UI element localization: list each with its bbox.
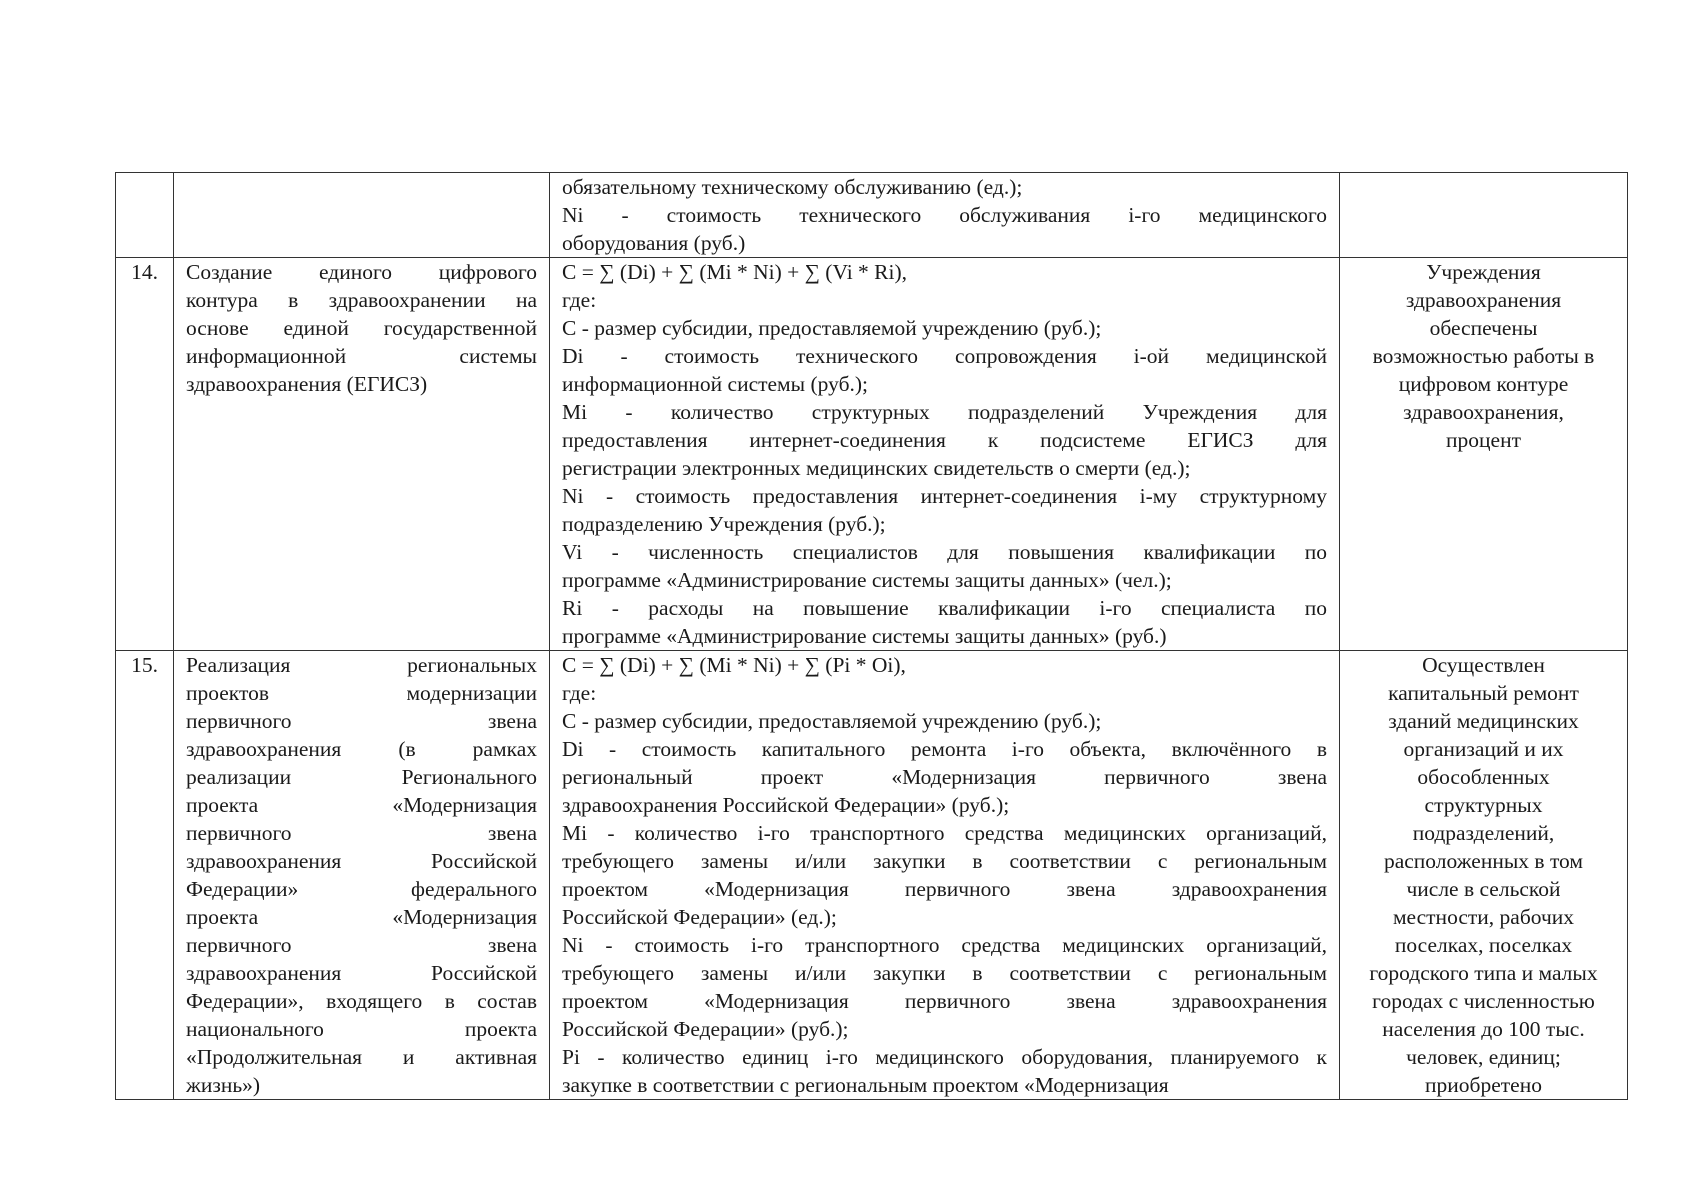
table-row [116,173,1628,258]
text-line: Pi - количество единиц i-го медицинского оборудования, планируемого к [562,1045,1327,1069]
text-line: проекта «Модернизация [186,905,537,929]
result-indicator-cell [1340,258,1628,651]
text-line: Создание единого цифрового [186,260,537,284]
text-line: где: [562,288,597,312]
formula-cell [550,258,1340,651]
text-line: первичного звена [186,709,537,733]
text-line: жизнь») [186,1073,261,1097]
text-line: числе в сельской [1406,877,1561,901]
text-line: Ni - стоимость технического обслуживания i-го медицинского [562,203,1327,227]
text-line: обязательному техническому обслуживанию (ед.); [562,175,1023,199]
text-line: здравоохранения Российской [186,849,537,873]
text-line: первичного звена [186,933,537,957]
text-line: проектом «Модернизация первичного звена здравоохранения [562,989,1327,1013]
text-line: региональный проект «Модернизация первичного звена [562,765,1327,789]
formula-paragraph [562,707,1327,735]
text-line: поселках, поселках [1394,933,1573,957]
formula-paragraph [562,201,1327,257]
text-line: проекта «Модернизация [186,793,537,817]
formula-paragraph [562,286,1327,314]
result-indicator-cell [1340,651,1628,1100]
formula-paragraph [562,679,1327,707]
text-line: городского типа и малых [1369,961,1598,985]
formula-paragraph [562,173,1327,201]
text-line: Учреждения [1426,260,1541,284]
text-line: где: [562,681,597,705]
text-line: Реализация региональных [186,653,537,677]
text-line: Di - стоимость технического сопровождения i-ой медицинской [562,344,1327,368]
text-line: Федерации» федерального [186,877,537,901]
text-line: приобретено [1425,1073,1542,1097]
formula-paragraph [562,398,1327,482]
text-line: цифровом контуре [1398,372,1569,396]
text-line: требующего замены и/или закупки в соответствии с региональным [562,961,1327,985]
text-line: требующего замены и/или закупки в соответствии с региональным [562,849,1327,873]
formula-paragraph [562,594,1327,650]
table-row [116,258,1628,651]
text-line: контура в здравоохранении на [186,288,537,312]
text-line: национального проекта [186,1017,537,1041]
text-line: процент [1446,428,1521,452]
text-line: Ri - расходы на повышение квалификации i-го специалиста по [562,596,1327,620]
row-number: 15. [116,651,174,1100]
text-line: Российской Федерации» (руб.); [562,1017,849,1041]
text-line: Di - стоимость капитального ремонта i-го объекта, включённого в [562,737,1327,761]
text-line: зданий медицинских [1388,709,1579,733]
text-line: реализации Регионального [186,765,537,789]
event-name-cell [174,651,550,1100]
formula-paragraph [562,342,1327,398]
text-line: Ni - стоимость i-го транспортного средства медицинских организаций, [562,933,1327,957]
text-line: оборудования (руб.) [562,231,746,255]
text-line: обеспечены [1429,316,1538,340]
text-line: программе «Администрирование системы защиты данных» (чел.); [562,568,1172,592]
table-body [116,173,1628,1100]
text-line: здравоохранения, [1403,400,1564,424]
formula-paragraph [562,1043,1327,1099]
text-line: С - размер субсидии, предоставляемой учреждению (руб.); [562,316,1102,340]
event-name-cell [174,258,550,651]
result-indicator-cell [1340,173,1628,258]
text-line: закупке в соответствии с региональным проектом «Модернизация [562,1073,1169,1097]
text-line: здравоохранения [1405,288,1562,312]
text-line: предоставления интернет-соединения к подсистеме ЕГИСЗ для [562,428,1327,452]
text-line: С = ∑ (Di) + ∑ (Mi * Ni) + ∑ (Vi * Ri), [562,260,908,284]
text-line: капитальный ремонт [1388,681,1579,705]
table-row [116,651,1628,1100]
text-line: здравоохранения Российской [186,961,537,985]
text-line: структурных [1424,793,1543,817]
text-line: расположенных в том [1383,849,1584,873]
text-line: обособленных [1417,765,1550,789]
text-line: местности, рабочих [1392,905,1575,929]
text-line: Vi - численность специалистов для повышения квалификации по [562,540,1327,564]
formula-paragraph [562,931,1327,1043]
text-line: информационной системы [186,344,537,368]
formula-paragraph [562,819,1327,931]
event-name-cell [174,173,550,258]
text-line: Федерации», входящего в состав [186,989,537,1013]
formula-paragraph [562,735,1327,819]
formula-paragraph [562,538,1327,594]
formula-cell [550,173,1340,258]
text-line: здравоохранения (в рамках [186,737,537,761]
text-line: «Продолжительная и активная [186,1045,537,1069]
text-line: информационной системы (руб.); [562,372,869,396]
text-line: проектов модернизации [186,681,537,705]
text-line: человек, единиц; [1406,1045,1561,1069]
text-line: Ni - стоимость предоставления интернет-соединения i-му структурному [562,484,1327,508]
text-line: подразделению Учреждения (руб.); [562,512,886,536]
text-line: организаций и их [1403,737,1564,761]
formula-paragraph [562,651,1327,679]
text-line: С - размер субсидии, предоставляемой учреждению (руб.); [562,709,1102,733]
formula-cell [550,651,1340,1100]
text-line: подразделений, [1412,821,1555,845]
text-line: С = ∑ (Di) + ∑ (Mi * Ni) + ∑ (Pi * Oi), [562,653,906,677]
text-line: Российской Федерации» (ед.); [562,905,837,929]
text-line: здравоохранения Российской Федерации» (руб.); [562,793,1010,817]
text-line: Mi - количество структурных подразделений Учреждения для [562,400,1327,424]
formula-paragraph [562,258,1327,286]
text-line: регистрации электронных медицинских свидетельств о смерти (ед.); [562,456,1191,480]
text-line: проектом «Модернизация первичного звена здравоохранения [562,877,1327,901]
formula-paragraph [562,482,1327,538]
text-line: основе единой государственной [186,316,537,340]
text-line: городах с численностью [1372,989,1595,1013]
row-number [116,173,174,258]
text-line: возможностью работы в [1372,344,1595,368]
text-line: Mi - количество i-го транспортного средства медицинских организаций, [562,821,1327,845]
text-line: здравоохранения (ЕГИСЗ) [186,372,428,396]
text-line: Осуществлен [1422,653,1545,677]
formula-paragraph [562,314,1327,342]
subsidy-calculation-table [115,172,1628,1100]
row-number: 14. [116,258,174,651]
text-line: первичного звена [186,821,537,845]
text-line: программе «Администрирование системы защиты данных» (руб.) [562,624,1167,648]
text-line: населения до 100 тыс. [1382,1017,1585,1041]
